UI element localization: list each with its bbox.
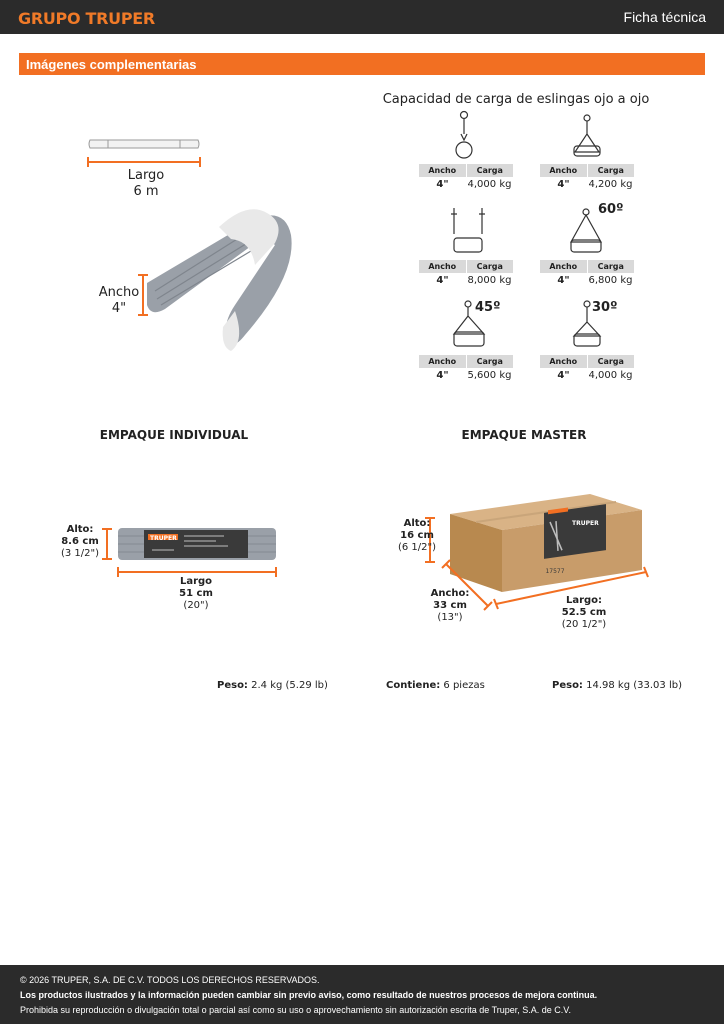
capacity-cell-choker: Ancho Carga 4" 4,200 kg (540, 164, 634, 204)
capacity-cell-basket-45: Ancho Carga 4" 5,600 kg (419, 355, 513, 395)
master-pack-title: EMPAQUE MASTER (461, 428, 587, 442)
footer-notice: Los productos ilustrados y la información pueden cambiar sin previo aviso, como resultado de nuestros procesos de mejora continua. (20, 990, 598, 1000)
capacity-cell-basket-vertical: Ancho Carga 4" 8,000 kg (419, 260, 513, 300)
individual-pack-illustration (104, 526, 278, 578)
document-type: Ficha técnica (623, 9, 706, 25)
header-bar (0, 0, 724, 34)
master-width-label: Ancho: 33 cm (13") (430, 588, 470, 623)
section-title-bar (19, 53, 705, 75)
individual-length-label: Largo 51 cm (20") (179, 576, 213, 611)
capacity-cell-vertical: Ancho Carga 4" 4,000 kg (419, 164, 513, 204)
master-height-label: Alto: 16 cm (6 1/2") (397, 518, 437, 553)
vertical-hitch-icon (452, 110, 476, 162)
angle-60-label: 60º (598, 202, 624, 217)
brand-logo: GRUPO TRUPER (18, 9, 155, 28)
box-brand-label: TRUPER (572, 520, 599, 527)
capacity-cell-basket-30: Ancho Carga 4" 4,000 kg (540, 355, 634, 395)
sling-width-label: Ancho 4" (98, 285, 140, 316)
choker-hitch-icon (570, 114, 604, 160)
footer (0, 965, 724, 1024)
individual-weight: Peso: 2.4 kg (5.29 lb) (217, 680, 328, 691)
master-contents: Contiene: 6 piezas (386, 680, 485, 691)
angle-45-label: 45º (475, 300, 501, 315)
master-weight: Peso: 14.98 kg (33.03 lb) (552, 680, 682, 691)
sling-length-label: Largo 6 m (127, 168, 165, 199)
master-length-label: Largo: 52.5 cm (20 1/2") (561, 595, 607, 630)
individual-height-label: Alto: 8.6 cm (3 1/2") (60, 524, 100, 559)
basket-vertical-icon (448, 206, 488, 258)
individual-pack-title: EMPAQUE INDIVIDUAL (99, 428, 249, 442)
footer-copyright: © 2026 TRUPER, S.A. DE C.V. TODOS LOS DERECHOS RESERVADOS. (20, 975, 320, 985)
capacity-cell-basket-60: Ancho Carga 4" 6,800 kg (540, 260, 634, 300)
angle-30-label: 30º (592, 300, 618, 315)
section-title: Imágenes complementarias (26, 57, 197, 72)
footer-legal: Prohibida su reproducción o divulgación total o parcial así como su uso o aprovechamiento sin autorización escrita de Truper, S.A. de C.V. (20, 1005, 571, 1015)
sling-flat-illustration (84, 134, 204, 170)
box-code-label: 17577 (545, 568, 565, 575)
capacity-title: Capacidad de carga de eslingas ojo a ojo (382, 92, 650, 107)
package-brand-label: TRUPER (150, 535, 177, 542)
sling-coiled-illustration (135, 205, 300, 355)
